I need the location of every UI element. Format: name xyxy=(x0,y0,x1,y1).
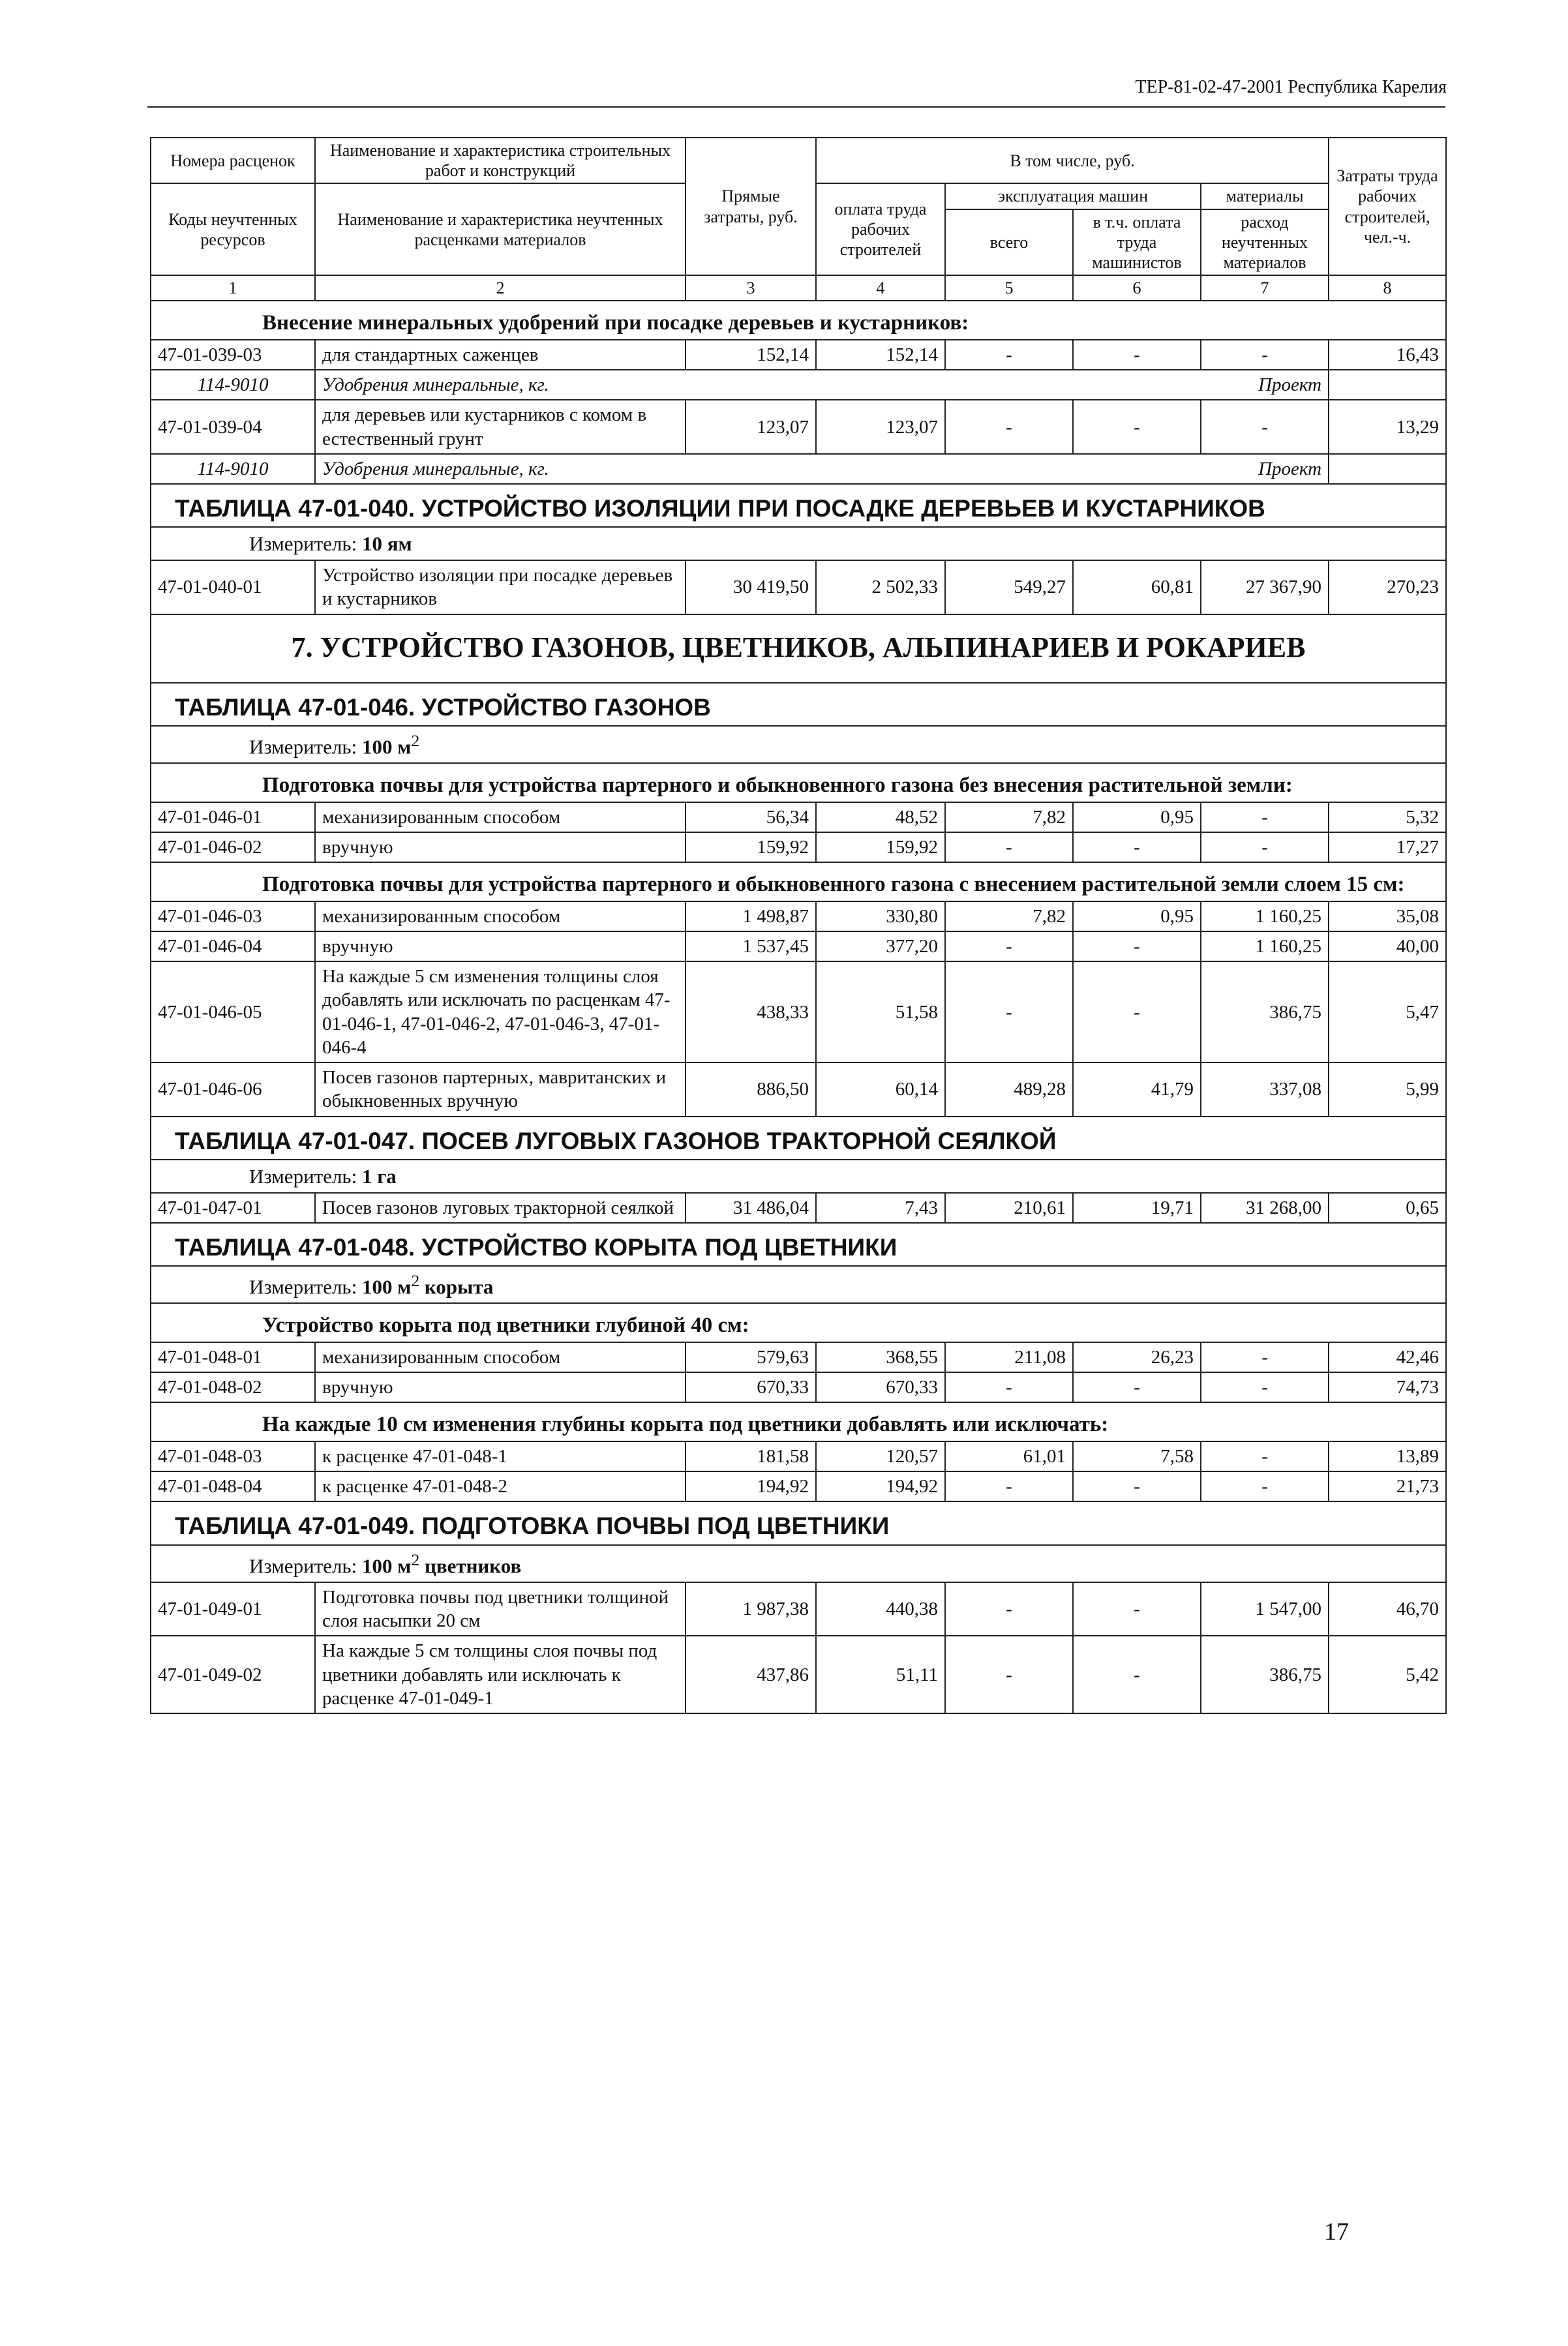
direct-costs: 181,58 xyxy=(686,1441,816,1471)
rate-name: механизированным способом xyxy=(315,901,686,931)
resource-name: Удобрения минеральные, кг. xyxy=(322,374,549,396)
th-materials-name: Наименование и характеристика неучтенных расценками материалов xyxy=(315,183,686,275)
measure-unit xyxy=(151,1160,1446,1193)
measure-suffix: корыта xyxy=(419,1275,494,1299)
measure-unit xyxy=(151,1266,1446,1303)
chapter-title: 7. УСТРОЙСТВО ГАЗОНОВ, ЦВЕТНИКОВ, АЛЬПИНАРИЕВ И РОКАРИЕВ xyxy=(151,614,1446,683)
machines-total: 210,61 xyxy=(945,1193,1073,1223)
rate-code: 47-01-046-01 xyxy=(151,802,315,832)
machines-total: - xyxy=(945,400,1073,454)
machines-total: 61,01 xyxy=(945,1441,1073,1471)
th-materials-use: расход неучтенных материалов xyxy=(1201,209,1329,276)
machinist-pay: - xyxy=(1073,1372,1201,1402)
section-heading-row xyxy=(151,862,1446,901)
labor-hours: 5,42 xyxy=(1329,1636,1446,1713)
labor-pay: 51,58 xyxy=(816,961,945,1062)
machines-total: - xyxy=(945,340,1073,370)
table-row xyxy=(151,340,1446,370)
th-labor-pay: оплата труда рабочих строителей xyxy=(816,183,945,275)
measure-unit xyxy=(151,1545,1446,1582)
machinist-pay: - xyxy=(1073,1471,1201,1501)
th-rate-numbers: Номера расценок xyxy=(151,138,315,183)
rate-name: вручную xyxy=(315,1372,686,1402)
table-row xyxy=(151,832,1446,862)
measure-label: Измеритель: xyxy=(249,1554,357,1578)
table-row xyxy=(151,560,1446,614)
labor-pay: 48,52 xyxy=(816,802,945,832)
labor-pay: 377,20 xyxy=(816,931,945,961)
measure-row xyxy=(151,527,1446,560)
direct-costs: 30 419,50 xyxy=(686,560,816,614)
direct-costs: 438,33 xyxy=(686,961,816,1062)
rate-name: Устройство изоляции при посадке деревьев и кустарников xyxy=(315,560,686,614)
col-num: 4 xyxy=(816,275,945,301)
labor-pay: 194,92 xyxy=(816,1471,945,1501)
col-num: 6 xyxy=(1073,275,1201,301)
table-title: ТАБЛИЦА 47-01-047. ПОСЕВ ЛУГОВЫХ ГАЗОНОВ ТРАКТОРНОЙ СЕЯЛКОЙ xyxy=(151,1117,1446,1160)
rates-table xyxy=(150,137,1447,1714)
section-heading-row xyxy=(151,1303,1446,1342)
resource-note: Проект xyxy=(1258,458,1322,479)
table-title-row xyxy=(151,1223,1446,1266)
resource-code: 114-9010 xyxy=(151,454,315,484)
rate-name: Посев газонов партерных, мавританских и обыкновенных вручную xyxy=(315,1062,686,1117)
rate-code: 47-01-048-02 xyxy=(151,1372,315,1402)
rate-code: 47-01-046-02 xyxy=(151,832,315,862)
labor-pay: 152,14 xyxy=(816,340,945,370)
labor-hours: 21,73 xyxy=(1329,1471,1446,1501)
rate-code: 47-01-039-03 xyxy=(151,340,315,370)
rate-name: Подготовка почвы под цветники толщиной слоя насыпки 20 см xyxy=(315,1582,686,1636)
rate-code: 47-01-046-06 xyxy=(151,1062,315,1117)
labor-hours: 270,23 xyxy=(1329,560,1446,614)
rate-code: 47-01-040-01 xyxy=(151,560,315,614)
table-title: ТАБЛИЦА 47-01-049. ПОДГОТОВКА ПОЧВЫ ПОД ЦВЕТНИКИ xyxy=(151,1501,1446,1544)
machines-total: - xyxy=(945,1471,1073,1501)
th-work-name: Наименование и характеристика строительных работ и конструкций xyxy=(315,138,686,183)
materials-cost: - xyxy=(1201,1372,1329,1402)
rate-code: 47-01-046-04 xyxy=(151,931,315,961)
table-title: ТАБЛИЦА 47-01-046. УСТРОЙСТВО ГАЗОНОВ xyxy=(151,683,1446,726)
col-num: 8 xyxy=(1329,275,1446,301)
rate-name: вручную xyxy=(315,832,686,862)
measure-row xyxy=(151,1545,1446,1582)
materials-cost: - xyxy=(1201,400,1329,454)
machines-total: 211,08 xyxy=(945,1342,1073,1372)
measure-row xyxy=(151,1160,1446,1193)
machines-total: - xyxy=(945,832,1073,862)
th-including: В том числе, руб. xyxy=(816,138,1329,183)
rate-code: 47-01-049-01 xyxy=(151,1582,315,1636)
labor-hours: 13,89 xyxy=(1329,1441,1446,1471)
table-title-row xyxy=(151,484,1446,527)
rate-name: для стандартных саженцев xyxy=(315,340,686,370)
labor-hours: 74,73 xyxy=(1329,1372,1446,1402)
labor-pay: 120,57 xyxy=(816,1441,945,1471)
rate-name: к расценке 47-01-048-1 xyxy=(315,1441,686,1471)
measure-label: Измеритель: xyxy=(249,1164,357,1188)
rate-code: 47-01-046-05 xyxy=(151,961,315,1062)
col-num: 1 xyxy=(151,275,315,301)
labor-hours: 42,46 xyxy=(1329,1342,1446,1372)
materials-cost: 27 367,90 xyxy=(1201,560,1329,614)
direct-costs: 1 987,38 xyxy=(686,1582,816,1636)
rate-code: 47-01-048-04 xyxy=(151,1471,315,1501)
direct-costs: 194,92 xyxy=(686,1471,816,1501)
labor-hours: 13,29 xyxy=(1329,400,1446,454)
labor-pay: 159,92 xyxy=(816,832,945,862)
measure-label: Измеритель: xyxy=(249,735,357,759)
th-materials: материалы xyxy=(1201,183,1329,209)
machinist-pay: - xyxy=(1073,931,1201,961)
labor-pay: 330,80 xyxy=(816,901,945,931)
materials-cost: - xyxy=(1201,1342,1329,1372)
table-row xyxy=(151,961,1446,1062)
labor-hours: 46,70 xyxy=(1329,1582,1446,1636)
table-row xyxy=(151,802,1446,832)
machinist-pay: 41,79 xyxy=(1073,1062,1201,1117)
table-title-row xyxy=(151,1501,1446,1544)
materials-cost: 1 547,00 xyxy=(1201,1582,1329,1636)
rate-code: 47-01-049-02 xyxy=(151,1636,315,1713)
labor-pay: 7,43 xyxy=(816,1193,945,1223)
labor-hours: 40,00 xyxy=(1329,931,1446,961)
measure-value: 100 м xyxy=(361,1275,412,1299)
table-row xyxy=(151,1062,1446,1117)
document-body xyxy=(150,137,1445,1714)
measure-label: Измеритель: xyxy=(249,532,357,556)
direct-costs: 437,86 xyxy=(686,1636,816,1713)
machinist-pay: - xyxy=(1073,400,1201,454)
labor-pay: 60,14 xyxy=(816,1062,945,1117)
section-heading-row xyxy=(151,301,1446,340)
labor-pay: 51,11 xyxy=(816,1636,945,1713)
rate-code: 47-01-046-03 xyxy=(151,901,315,931)
th-labor-hours: Затраты труда рабочих строителей, чел.-ч. xyxy=(1329,138,1446,275)
direct-costs: 579,63 xyxy=(686,1342,816,1372)
rate-name: вручную xyxy=(315,931,686,961)
materials-cost: - xyxy=(1201,1441,1329,1471)
measure-row xyxy=(151,1266,1446,1303)
machinist-pay: 7,58 xyxy=(1073,1441,1201,1471)
header-row xyxy=(151,138,1446,183)
rate-code: 47-01-039-04 xyxy=(151,400,315,454)
machines-total: - xyxy=(945,1582,1073,1636)
resource-cell xyxy=(315,370,1329,400)
col-num: 3 xyxy=(686,275,816,301)
rate-name: На каждые 5 см толщины слоя почвы под цветники добавлять или исключать к расценке 47-01-049-1 xyxy=(315,1636,686,1713)
table-row xyxy=(151,1193,1446,1223)
section-heading: На каждые 10 см изменения глубины корыта под цветники добавлять или исключать: xyxy=(151,1402,1446,1441)
materials-cost: 1 160,25 xyxy=(1201,901,1329,931)
section-heading: Внесение минеральных удобрений при посадке деревьев и кустарников: xyxy=(151,301,1446,340)
machines-total: - xyxy=(945,1372,1073,1402)
measure-superscript: 2 xyxy=(411,730,420,750)
machines-total: - xyxy=(945,961,1073,1062)
materials-cost: 1 160,25 xyxy=(1201,931,1329,961)
table-title-row xyxy=(151,1117,1446,1160)
machinist-pay: 0,95 xyxy=(1073,901,1201,931)
th-machines: эксплуатация машин xyxy=(945,183,1201,209)
direct-costs: 670,33 xyxy=(686,1372,816,1402)
rate-name: механизированным способом xyxy=(315,802,686,832)
table-row xyxy=(151,1372,1446,1402)
materials-cost: 386,75 xyxy=(1201,1636,1329,1713)
th-resource-codes: Коды неучтенных ресурсов xyxy=(151,183,315,275)
labor-hours: 5,99 xyxy=(1329,1062,1446,1117)
resource-row xyxy=(151,454,1446,484)
machinist-pay: 19,71 xyxy=(1073,1193,1201,1223)
table-row xyxy=(151,400,1446,454)
machinist-pay: - xyxy=(1073,340,1201,370)
page-number: 17 xyxy=(1324,2218,1349,2246)
section-heading: Устройство корыта под цветники глубиной 40 см: xyxy=(151,1303,1446,1342)
rate-code: 47-01-047-01 xyxy=(151,1193,315,1223)
measure-value: 10 ям xyxy=(361,532,412,556)
measure-unit xyxy=(151,726,1446,763)
machines-total: - xyxy=(945,1636,1073,1713)
measure-value: 100 м xyxy=(361,735,412,759)
machinist-pay: - xyxy=(1073,961,1201,1062)
table-row xyxy=(151,1342,1446,1372)
table-title-row xyxy=(151,683,1446,726)
header-rule xyxy=(147,106,1445,108)
labor-pay: 2 502,33 xyxy=(816,560,945,614)
resource-name: Удобрения минеральные, кг. xyxy=(322,458,549,479)
resource-code: 114-9010 xyxy=(151,370,315,400)
direct-costs: 123,07 xyxy=(686,400,816,454)
machines-total: - xyxy=(945,931,1073,961)
col-num: 7 xyxy=(1201,275,1329,301)
section-heading: Подготовка почвы для устройства партерного и обыкновенного газона без внесения растительной земли: xyxy=(151,763,1446,802)
table-row xyxy=(151,1582,1446,1636)
machinist-pay: - xyxy=(1073,1636,1201,1713)
measure-superscript: 2 xyxy=(411,1271,420,1291)
labor-hours: 0,65 xyxy=(1329,1193,1446,1223)
machines-total: 549,27 xyxy=(945,560,1073,614)
direct-costs: 31 486,04 xyxy=(686,1193,816,1223)
machinist-pay: 0,95 xyxy=(1073,802,1201,832)
measure-superscript: 2 xyxy=(411,1550,420,1569)
rate-name: к расценке 47-01-048-2 xyxy=(315,1471,686,1501)
column-numbers-row xyxy=(151,275,1446,301)
labor-pay: 440,38 xyxy=(816,1582,945,1636)
chapter-row xyxy=(151,614,1446,683)
machines-total: 489,28 xyxy=(945,1062,1073,1117)
rate-name: На каждые 5 см изменения толщины слоя добавлять или исключать по расценкам 47-01-046-1, 47-01-046-2, 47-01-046-3, 47-01-046-4 xyxy=(315,961,686,1062)
resource-row xyxy=(151,370,1446,400)
rate-code: 47-01-048-01 xyxy=(151,1342,315,1372)
machines-total: 7,82 xyxy=(945,901,1073,931)
th-machines-total: всего xyxy=(945,209,1073,276)
measure-suffix: цветников xyxy=(419,1554,522,1578)
rate-code: 47-01-048-03 xyxy=(151,1441,315,1471)
table-row xyxy=(151,1636,1446,1713)
table-row xyxy=(151,931,1446,961)
direct-costs: 152,14 xyxy=(686,340,816,370)
materials-cost: - xyxy=(1201,1471,1329,1501)
materials-cost: - xyxy=(1201,832,1329,862)
table-title: ТАБЛИЦА 47-01-048. УСТРОЙСТВО КОРЫТА ПОД ЦВЕТНИКИ xyxy=(151,1223,1446,1266)
direct-costs: 56,34 xyxy=(686,802,816,832)
materials-cost: 31 268,00 xyxy=(1201,1193,1329,1223)
labor-hours: 5,32 xyxy=(1329,802,1446,832)
measure-row xyxy=(151,726,1446,763)
empty-cell xyxy=(1329,454,1446,484)
labor-pay: 670,33 xyxy=(816,1372,945,1402)
th-direct-costs: Прямые затраты, руб. xyxy=(686,138,816,275)
direct-costs: 1 498,87 xyxy=(686,901,816,931)
machinist-pay: - xyxy=(1073,832,1201,862)
table-title: ТАБЛИЦА 47-01-040. УСТРОЙСТВО ИЗОЛЯЦИИ ПРИ ПОСАДКЕ ДЕРЕВЬЕВ И КУСТАРНИКОВ xyxy=(151,484,1446,527)
table-row xyxy=(151,901,1446,931)
direct-costs: 1 537,45 xyxy=(686,931,816,961)
labor-hours: 5,47 xyxy=(1329,961,1446,1062)
rate-name: механизированным способом xyxy=(315,1342,686,1372)
labor-pay: 123,07 xyxy=(816,400,945,454)
machinist-pay: - xyxy=(1073,1582,1201,1636)
labor-pay: 368,55 xyxy=(816,1342,945,1372)
measure-label: Измеритель: xyxy=(249,1275,357,1299)
resource-note: Проект xyxy=(1258,374,1322,396)
col-num: 2 xyxy=(315,275,686,301)
empty-cell xyxy=(1329,370,1446,400)
machines-total: 7,82 xyxy=(945,802,1073,832)
materials-cost: 337,08 xyxy=(1201,1062,1329,1117)
table-row xyxy=(151,1471,1446,1501)
machinist-pay: 26,23 xyxy=(1073,1342,1201,1372)
running-header: ТЕР-81-02-47-2001 Республика Карелия xyxy=(1135,77,1447,97)
th-machinist-pay: в т.ч. оплата труда машинистов xyxy=(1073,209,1201,276)
direct-costs: 159,92 xyxy=(686,832,816,862)
table-row xyxy=(151,1441,1446,1471)
section-heading-row xyxy=(151,1402,1446,1441)
rate-name: для деревьев или кустарников с комом в естественный грунт xyxy=(315,400,686,454)
section-heading-row xyxy=(151,763,1446,802)
labor-hours: 35,08 xyxy=(1329,901,1446,931)
col-num: 5 xyxy=(945,275,1073,301)
direct-costs: 886,50 xyxy=(686,1062,816,1117)
measure-value: 100 м xyxy=(361,1554,412,1578)
materials-cost: - xyxy=(1201,340,1329,370)
labor-hours: 16,43 xyxy=(1329,340,1446,370)
resource-cell xyxy=(315,454,1329,484)
measure-value: 1 га xyxy=(361,1164,397,1188)
materials-cost: - xyxy=(1201,802,1329,832)
rate-name: Посев газонов луговых тракторной сеялкой xyxy=(315,1193,686,1223)
machinist-pay: 60,81 xyxy=(1073,560,1201,614)
section-heading: Подготовка почвы для устройства партерного и обыкновенного газона с внесением растительной земли слоем 15 см: xyxy=(151,862,1446,901)
labor-hours: 17,27 xyxy=(1329,832,1446,862)
measure-unit xyxy=(151,527,1446,560)
materials-cost: 386,75 xyxy=(1201,961,1329,1062)
